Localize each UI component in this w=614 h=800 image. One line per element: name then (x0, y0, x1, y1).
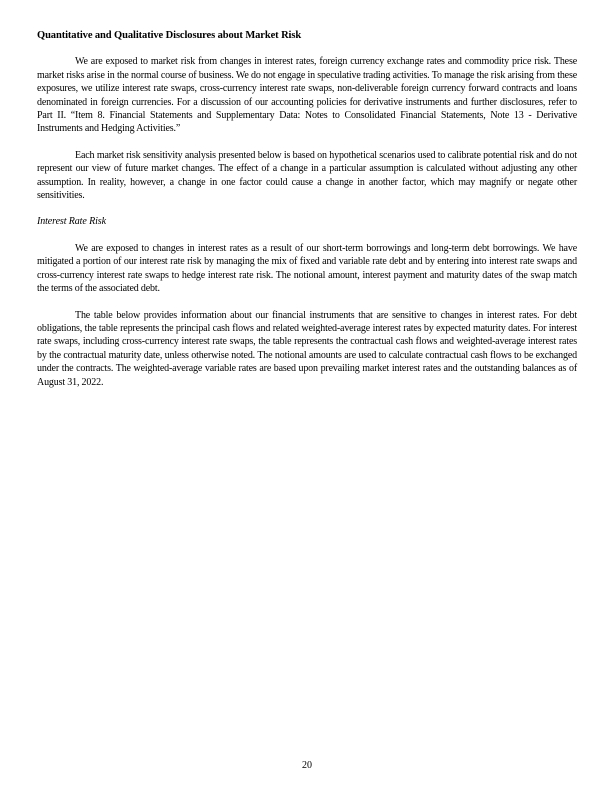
document-content (37, 29, 577, 402)
paragraph-sensitivity-analysis: Each market risk sensitivity analysis presented below is based on hypothetical scenarios used to calibrate potential risk and do not represent our view of future market changes. The effect of a change in a particular assumption is calculated without adjusting any other assumption. In reality, however, a change in one factor could cause a change in another factor, which may magnify or negate other sensitivities. (37, 149, 577, 202)
page-number: 20 (302, 760, 312, 771)
document-title: Quantitative and Qualitative Disclosures about Market Risk (37, 30, 302, 41)
section-heading-interest-rate-risk: Interest Rate Risk (37, 216, 106, 228)
paragraph-market-risk-overview: We are exposed to market risk from changes in interest rates, foreign currency exchange rates and commodity price risk. These market risks arise in the normal course of business. We do not engage in speculative trading activities. To manage the risk arising from these exposures, we utilize interest rate swaps, cross-currency interest rate swaps, non-deliverable foreign currency forward contracts and loans denominated in foreign currencies. For a discussion of our accounting policies for derivative instruments and further disclosures, refer to Part II. “Item 8. Financial Statements and Supplementary Data: Notes to Consolidated Financial Statements, Note 13 - Derivative Instruments and Hedging Activities.” (37, 56, 577, 135)
paragraph-table-description: The table below provides information about our financial instruments that are sensitive to changes in interest rates. For debt obligations, the table represents the principal cash flows and related weighted-average interest rates by expected maturity dates. For interest rate swaps, including cross-currency interest rate swaps, the table represents the contractual cash flows and weighted-average interest rates by the contractual maturity date, unless otherwise noted. The notional amounts are used to calculate contractual cash flows to be exchanged under the contracts. The weighted-average variable rates are based upon prevailing market interest rates and the outstanding balances as of August 31, 2022. (37, 309, 577, 388)
paragraph-interest-rate-exposure: We are exposed to changes in interest rates as a result of our short-term borrowings and long-term debt borrowings. We have mitigated a portion of our interest rate risk by managing the mix of fixed and variable rate debt and by entering into interest rate swaps and cross-currency interest rate swaps to hedge interest rate risk. The notional amount, interest payment and maturity dates of the swap match the terms of the associated debt. (37, 242, 577, 295)
